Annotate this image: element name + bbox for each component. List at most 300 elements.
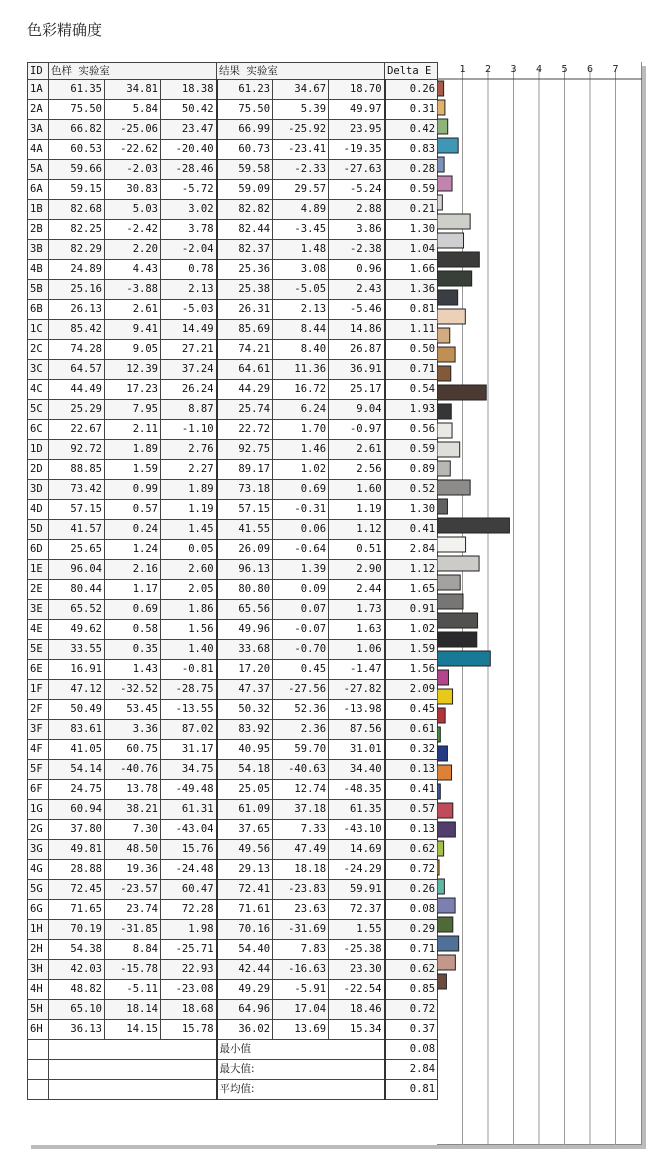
cell-result-l: 22.72 xyxy=(217,420,273,440)
bar-4F xyxy=(437,708,445,723)
bar-1C xyxy=(437,309,465,324)
cell-sample-l: 66.82 xyxy=(49,120,105,140)
bar-5C xyxy=(437,385,486,400)
cell-result-b: 1.19 xyxy=(329,500,385,520)
bar-6B xyxy=(437,290,458,305)
cell-result-l: 44.29 xyxy=(217,380,273,400)
cell-sample-b: -28.75 xyxy=(161,680,217,700)
cell-sample-b: -43.04 xyxy=(161,820,217,840)
cell-result-a: 5.39 xyxy=(273,100,329,120)
bar-2C xyxy=(437,328,450,343)
cell-sample-l: 96.04 xyxy=(49,560,105,580)
cell-sample-l: 44.49 xyxy=(49,380,105,400)
cell-delta-e: 1.65 xyxy=(385,580,438,600)
cell-id: 6D xyxy=(28,540,49,560)
table-body xyxy=(28,80,438,1040)
cell-sample-a: 4.43 xyxy=(105,260,161,280)
cell-result-b: 9.04 xyxy=(329,400,385,420)
table-row xyxy=(28,320,438,340)
cell-result-a: 1.48 xyxy=(273,240,329,260)
cell-result-a: 0.07 xyxy=(273,600,329,620)
bar-3D xyxy=(437,461,450,476)
table-row xyxy=(28,160,438,180)
cell-sample-l: 16.91 xyxy=(49,660,105,680)
cell-sample-l: 82.29 xyxy=(49,240,105,260)
cell-sample-a: 0.24 xyxy=(105,520,161,540)
cell-result-l: 70.16 xyxy=(217,920,273,940)
cell-sample-a: 48.50 xyxy=(105,840,161,860)
cell-result-b: 2.88 xyxy=(329,200,385,220)
cell-delta-e: 1.56 xyxy=(385,660,438,680)
table-row xyxy=(28,1020,438,1040)
cell-sample-l: 54.38 xyxy=(49,940,105,960)
cell-sample-a: 9.05 xyxy=(105,340,161,360)
cell-delta-e: 0.54 xyxy=(385,380,438,400)
cell-sample-a: 2.16 xyxy=(105,560,161,580)
cell-result-a: 59.70 xyxy=(273,740,329,760)
cell-result-a: -5.05 xyxy=(273,280,329,300)
cell-sample-a: -32.52 xyxy=(105,680,161,700)
table-row xyxy=(28,520,438,540)
cell-delta-e: 0.57 xyxy=(385,800,438,820)
bar-3H xyxy=(437,917,453,932)
cell-sample-b: 23.47 xyxy=(161,120,217,140)
cell-sample-l: 25.65 xyxy=(49,540,105,560)
table-row xyxy=(28,300,438,320)
cell-delta-e: 0.32 xyxy=(385,740,438,760)
cell-sample-a: 60.75 xyxy=(105,740,161,760)
cell-id: 1G xyxy=(28,800,49,820)
table-row xyxy=(28,720,438,740)
cell-sample-l: 70.19 xyxy=(49,920,105,940)
cell-sample-a: 0.57 xyxy=(105,500,161,520)
summary-row xyxy=(28,1040,438,1060)
cell-result-b: 18.46 xyxy=(329,1000,385,1020)
cell-result-a: -0.07 xyxy=(273,620,329,640)
cell-result-b: 23.30 xyxy=(329,960,385,980)
cell-sample-b: 2.60 xyxy=(161,560,217,580)
cell-delta-e: 0.62 xyxy=(385,960,438,980)
bar-chart-svg xyxy=(437,62,642,1145)
tick-label: 2 xyxy=(484,64,492,75)
cell-result-l: 66.99 xyxy=(217,120,273,140)
cell-result-l: 47.37 xyxy=(217,680,273,700)
table-row xyxy=(28,180,438,200)
bar-2D xyxy=(437,442,460,457)
cell-sample-b: 15.78 xyxy=(161,1020,217,1040)
cell-sample-a: 12.39 xyxy=(105,360,161,380)
cell-id: 4B xyxy=(28,260,49,280)
cell-id: 2F xyxy=(28,700,49,720)
cell-result-b: 36.91 xyxy=(329,360,385,380)
cell-result-a: 52.36 xyxy=(273,700,329,720)
cell-delta-e: 0.72 xyxy=(385,1000,438,1020)
summary-body xyxy=(28,1040,438,1100)
cell-sample-b: 2.13 xyxy=(161,280,217,300)
bar-6A xyxy=(437,176,452,191)
cell-sample-a: -5.11 xyxy=(105,980,161,1000)
cell-sample-l: 65.10 xyxy=(49,1000,105,1020)
table-row xyxy=(28,420,438,440)
cell-id: 4H xyxy=(28,980,49,1000)
table-row xyxy=(28,740,438,760)
cell-sample-l: 41.05 xyxy=(49,740,105,760)
cell-id: 6E xyxy=(28,660,49,680)
bar-5B xyxy=(437,271,472,286)
cell-sample-b: 18.68 xyxy=(161,1000,217,1020)
cell-result-a: -23.83 xyxy=(273,880,329,900)
cell-result-b: 18.70 xyxy=(329,80,385,100)
table-row xyxy=(28,780,438,800)
cell-result-b: 1.55 xyxy=(329,920,385,940)
summary-empty xyxy=(49,1040,217,1060)
summary-row xyxy=(28,1080,438,1100)
table-row xyxy=(28,840,438,860)
bar-3B xyxy=(437,233,464,248)
summary-empty xyxy=(28,1060,49,1080)
cell-sample-b: 2.05 xyxy=(161,580,217,600)
cell-sample-a: -23.57 xyxy=(105,880,161,900)
cell-result-b: 1.06 xyxy=(329,640,385,660)
cell-sample-a: 7.95 xyxy=(105,400,161,420)
cell-id: 5B xyxy=(28,280,49,300)
table-row xyxy=(28,940,438,960)
cell-result-a: 47.49 xyxy=(273,840,329,860)
cell-result-l: 26.31 xyxy=(217,300,273,320)
cell-result-b: -1.47 xyxy=(329,660,385,680)
cell-result-a: 8.40 xyxy=(273,340,329,360)
cell-sample-b: -23.08 xyxy=(161,980,217,1000)
cell-sample-b: -13.55 xyxy=(161,700,217,720)
cell-result-l: 73.18 xyxy=(217,480,273,500)
cell-sample-l: 59.15 xyxy=(49,180,105,200)
cell-sample-a: 18.14 xyxy=(105,1000,161,1020)
cell-result-a: 37.18 xyxy=(273,800,329,820)
table-row xyxy=(28,400,438,420)
bar-5H xyxy=(437,955,455,970)
cell-result-l: 57.15 xyxy=(217,500,273,520)
cell-result-a: 1.70 xyxy=(273,420,329,440)
cell-sample-a: 2.20 xyxy=(105,240,161,260)
cell-delta-e: 2.09 xyxy=(385,680,438,700)
bar-4B xyxy=(437,252,479,267)
cell-sample-l: 41.57 xyxy=(49,520,105,540)
summary-value: 0.08 xyxy=(385,1040,438,1060)
cell-id: 1H xyxy=(28,920,49,940)
cell-delta-e: 0.61 xyxy=(385,720,438,740)
cell-delta-e: 0.13 xyxy=(385,760,438,780)
cell-sample-b: 1.40 xyxy=(161,640,217,660)
table-row xyxy=(28,960,438,980)
cell-sample-l: 80.44 xyxy=(49,580,105,600)
cell-result-b: 1.12 xyxy=(329,520,385,540)
cell-result-a: 12.74 xyxy=(273,780,329,800)
cell-id: 2A xyxy=(28,100,49,120)
cell-result-a: 3.08 xyxy=(273,260,329,280)
table-row xyxy=(28,980,438,1000)
cell-result-a: 13.69 xyxy=(273,1020,329,1040)
cell-sample-b: -20.40 xyxy=(161,140,217,160)
cell-id: 3F xyxy=(28,720,49,740)
cell-result-l: 61.23 xyxy=(217,80,273,100)
cell-sample-b: 22.93 xyxy=(161,960,217,980)
cell-sample-l: 25.16 xyxy=(49,280,105,300)
cell-result-a: 6.24 xyxy=(273,400,329,420)
summary-label: 最大值: xyxy=(217,1060,385,1080)
header-result-lab: 结果 实验室 xyxy=(217,63,385,80)
cell-sample-a: 0.99 xyxy=(105,480,161,500)
cell-sample-a: -22.62 xyxy=(105,140,161,160)
table-row xyxy=(28,540,438,560)
cell-id: 5E xyxy=(28,640,49,660)
cell-delta-e: 1.93 xyxy=(385,400,438,420)
bar-5A xyxy=(437,157,444,172)
page-title: 色彩精确度 xyxy=(27,21,103,39)
bar-6D xyxy=(437,518,509,533)
cell-sample-b: 0.05 xyxy=(161,540,217,560)
cell-id: 3E xyxy=(28,600,49,620)
cell-result-a: -0.70 xyxy=(273,640,329,660)
cell-delta-e: 0.59 xyxy=(385,440,438,460)
table-row xyxy=(28,560,438,580)
cell-result-a: 0.09 xyxy=(273,580,329,600)
cell-result-l: 85.69 xyxy=(217,320,273,340)
table-row xyxy=(28,580,438,600)
delta-e-bar-chart xyxy=(437,62,642,1145)
cell-sample-b: 27.21 xyxy=(161,340,217,360)
cell-sample-l: 22.67 xyxy=(49,420,105,440)
cell-result-b: 72.37 xyxy=(329,900,385,920)
cell-id: 6C xyxy=(28,420,49,440)
cell-id: 1B xyxy=(28,200,49,220)
cell-sample-a: 1.89 xyxy=(105,440,161,460)
cell-sample-b: -5.03 xyxy=(161,300,217,320)
summary-label: 平均值: xyxy=(217,1080,385,1100)
tick-label: 7 xyxy=(612,64,619,75)
cell-sample-b: -5.72 xyxy=(161,180,217,200)
cell-result-a: 23.63 xyxy=(273,900,329,920)
cell-sample-l: 61.35 xyxy=(49,80,105,100)
cell-sample-a: 8.84 xyxy=(105,940,161,960)
cell-sample-l: 33.55 xyxy=(49,640,105,660)
cell-sample-l: 83.61 xyxy=(49,720,105,740)
cell-sample-a: 1.24 xyxy=(105,540,161,560)
cell-sample-l: 82.68 xyxy=(49,200,105,220)
bar-3E xyxy=(437,575,460,590)
tick-label: 5 xyxy=(561,64,568,75)
table-row xyxy=(28,860,438,880)
bar-4D xyxy=(437,480,470,495)
cell-delta-e: 0.45 xyxy=(385,700,438,720)
cell-result-l: 92.75 xyxy=(217,440,273,460)
cell-sample-l: 26.13 xyxy=(49,300,105,320)
cell-result-l: 65.56 xyxy=(217,600,273,620)
cell-sample-a: 5.03 xyxy=(105,200,161,220)
table-row xyxy=(28,200,438,220)
cell-sample-a: 23.74 xyxy=(105,900,161,920)
bar-4A xyxy=(437,138,458,153)
cell-result-b: -2.38 xyxy=(329,240,385,260)
cell-id: 2D xyxy=(28,460,49,480)
table-row xyxy=(28,340,438,360)
summary-empty xyxy=(49,1060,217,1080)
cell-sample-a: 19.36 xyxy=(105,860,161,880)
cell-sample-b: 1.86 xyxy=(161,600,217,620)
cell-result-b: 87.56 xyxy=(329,720,385,740)
cell-result-a: -16.63 xyxy=(273,960,329,980)
cell-id: 3B xyxy=(28,240,49,260)
cell-sample-l: 85.42 xyxy=(49,320,105,340)
cell-id: 3A xyxy=(28,120,49,140)
cell-delta-e: 0.28 xyxy=(385,160,438,180)
cell-result-b: -5.24 xyxy=(329,180,385,200)
cell-delta-e: 0.83 xyxy=(385,140,438,160)
cell-delta-e: 2.84 xyxy=(385,540,438,560)
table-row xyxy=(28,260,438,280)
bar-4E xyxy=(437,594,463,609)
cell-sample-b: 2.27 xyxy=(161,460,217,480)
cell-sample-l: 64.57 xyxy=(49,360,105,380)
table-row xyxy=(28,640,438,660)
cell-result-l: 25.74 xyxy=(217,400,273,420)
table-row xyxy=(28,440,438,460)
cell-sample-l: 75.50 xyxy=(49,100,105,120)
cell-sample-a: -2.42 xyxy=(105,220,161,240)
table-row xyxy=(28,100,438,120)
table-shadow-bottom xyxy=(31,1145,646,1149)
summary-empty xyxy=(28,1040,49,1060)
cell-id: 6F xyxy=(28,780,49,800)
table-row xyxy=(28,700,438,720)
bar-1H xyxy=(437,879,444,894)
cell-sample-l: 28.88 xyxy=(49,860,105,880)
cell-result-l: 64.96 xyxy=(217,1000,273,1020)
cell-sample-a: 5.84 xyxy=(105,100,161,120)
bar-1E xyxy=(437,537,466,552)
cell-sample-b: 2.76 xyxy=(161,440,217,460)
cell-result-a: 34.67 xyxy=(273,80,329,100)
cell-result-b: 1.73 xyxy=(329,600,385,620)
cell-result-a: 8.44 xyxy=(273,320,329,340)
cell-sample-a: 38.21 xyxy=(105,800,161,820)
bar-1G xyxy=(437,765,452,780)
table-row xyxy=(28,880,438,900)
cell-id: 2G xyxy=(28,820,49,840)
cell-result-a: -2.33 xyxy=(273,160,329,180)
cell-result-l: 26.09 xyxy=(217,540,273,560)
cell-sample-a: 1.43 xyxy=(105,660,161,680)
cell-sample-l: 65.52 xyxy=(49,600,105,620)
cell-id: 6G xyxy=(28,900,49,920)
cell-result-a: -40.63 xyxy=(273,760,329,780)
bar-4H xyxy=(437,936,459,951)
cell-sample-l: 42.03 xyxy=(49,960,105,980)
table-row xyxy=(28,480,438,500)
tick-label: 1 xyxy=(459,64,466,75)
cell-sample-l: 73.42 xyxy=(49,480,105,500)
cell-result-l: 60.73 xyxy=(217,140,273,160)
cell-result-a: 7.33 xyxy=(273,820,329,840)
cell-result-l: 33.68 xyxy=(217,640,273,660)
cell-sample-a: -31.85 xyxy=(105,920,161,940)
bar-1A xyxy=(437,81,444,96)
cell-sample-a: 0.35 xyxy=(105,640,161,660)
cell-sample-a: 1.59 xyxy=(105,460,161,480)
cell-sample-b: 60.47 xyxy=(161,880,217,900)
bar-2H xyxy=(437,898,455,913)
cell-delta-e: 0.71 xyxy=(385,940,438,960)
cell-sample-b: 1.89 xyxy=(161,480,217,500)
table-row xyxy=(28,920,438,940)
cell-result-l: 36.02 xyxy=(217,1020,273,1040)
cell-sample-l: 82.25 xyxy=(49,220,105,240)
header-id: ID xyxy=(28,63,49,80)
cell-sample-a: 34.81 xyxy=(105,80,161,100)
cell-sample-b: 18.38 xyxy=(161,80,217,100)
cell-id: 2C xyxy=(28,340,49,360)
cell-sample-a: -25.06 xyxy=(105,120,161,140)
table-row xyxy=(28,900,438,920)
cell-delta-e: 0.72 xyxy=(385,860,438,880)
cell-sample-b: -24.48 xyxy=(161,860,217,880)
cell-sample-b: 3.78 xyxy=(161,220,217,240)
table-row xyxy=(28,600,438,620)
cell-delta-e: 1.12 xyxy=(385,560,438,580)
table-row xyxy=(28,820,438,840)
cell-sample-b: -1.10 xyxy=(161,420,217,440)
cell-result-b: 1.60 xyxy=(329,480,385,500)
table-row xyxy=(28,220,438,240)
cell-sample-b: -0.81 xyxy=(161,660,217,680)
header-row xyxy=(28,63,438,80)
cell-result-l: 42.44 xyxy=(217,960,273,980)
cell-result-a: -3.45 xyxy=(273,220,329,240)
table-row xyxy=(28,620,438,640)
cell-sample-b: 34.75 xyxy=(161,760,217,780)
cell-delta-e: 1.59 xyxy=(385,640,438,660)
cell-id: 1A xyxy=(28,80,49,100)
cell-sample-l: 24.75 xyxy=(49,780,105,800)
cell-sample-b: 1.19 xyxy=(161,500,217,520)
cell-id: 4F xyxy=(28,740,49,760)
cell-sample-a: 2.61 xyxy=(105,300,161,320)
cell-id: 1F xyxy=(28,680,49,700)
cell-delta-e: 0.89 xyxy=(385,460,438,480)
cell-delta-e: 0.81 xyxy=(385,300,438,320)
cell-result-b: 15.34 xyxy=(329,1020,385,1040)
tick-label: 3 xyxy=(510,64,517,75)
cell-delta-e: 1.36 xyxy=(385,280,438,300)
cell-result-b: 2.61 xyxy=(329,440,385,460)
cell-id: 1D xyxy=(28,440,49,460)
cell-result-a: 2.36 xyxy=(273,720,329,740)
cell-sample-l: 88.85 xyxy=(49,460,105,480)
cell-result-b: 26.87 xyxy=(329,340,385,360)
cell-delta-e: 1.30 xyxy=(385,500,438,520)
cell-id: 4G xyxy=(28,860,49,880)
table-row xyxy=(28,460,438,480)
cell-result-b: -25.38 xyxy=(329,940,385,960)
cell-id: 4E xyxy=(28,620,49,640)
bar-5F xyxy=(437,727,440,742)
cell-delta-e: 1.11 xyxy=(385,320,438,340)
cell-result-b: 59.91 xyxy=(329,880,385,900)
bar-5G xyxy=(437,841,444,856)
cell-result-l: 54.40 xyxy=(217,940,273,960)
cell-sample-l: 59.66 xyxy=(49,160,105,180)
cell-delta-e: 0.56 xyxy=(385,420,438,440)
cell-result-b: 31.01 xyxy=(329,740,385,760)
